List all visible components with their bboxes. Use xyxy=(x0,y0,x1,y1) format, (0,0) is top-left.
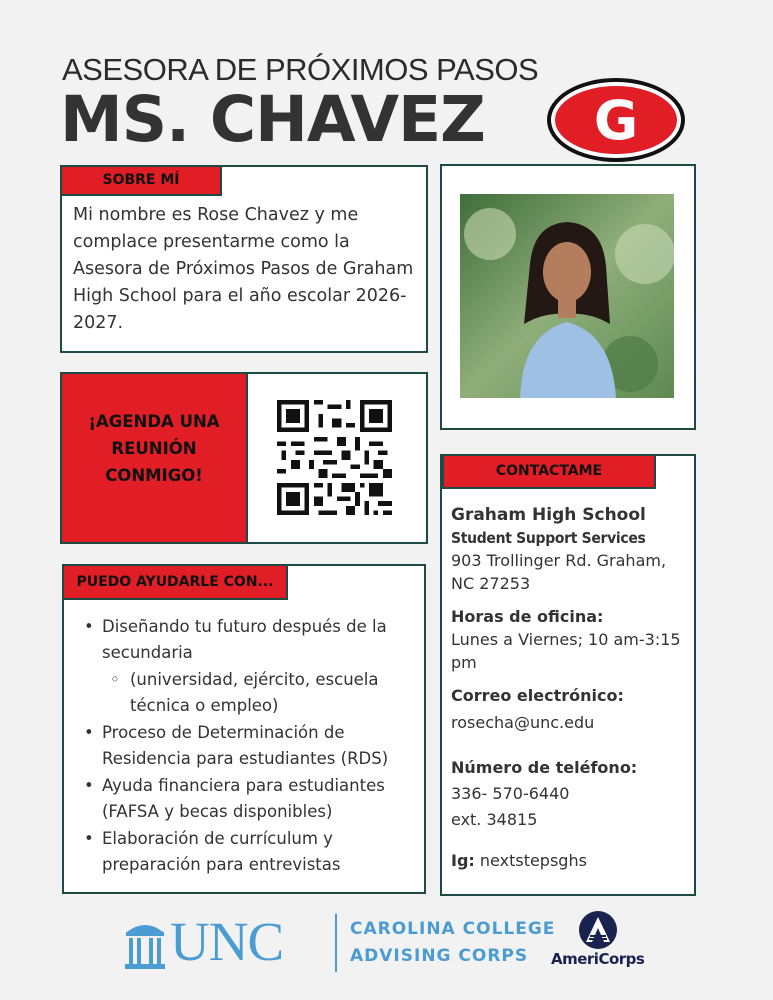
instagram xyxy=(451,849,691,872)
footer-divider xyxy=(335,914,337,972)
cca-line-1: CAROLINA COLLEGE xyxy=(350,919,556,939)
list-item: • Ayuda financiera para estudiantes (FAFSA y becas disponibles) xyxy=(80,773,420,824)
address: 903 Trollinger Rd. Graham, NC 27253 xyxy=(451,551,667,593)
list-sub-item: ◦ (universidad, ejército, escuela técnica o empleo) xyxy=(80,667,420,718)
help-tab: PUEDO AYUDARLE CON... xyxy=(62,564,288,600)
contact-info xyxy=(451,503,691,872)
meeting-line-2: REUNIÓN xyxy=(111,439,197,458)
about-tab: SOBRE MÍ xyxy=(60,165,222,196)
americorps-logo-icon xyxy=(578,910,618,950)
qr-code[interactable] xyxy=(277,400,392,515)
instagram-handle[interactable]: nextstepsghs xyxy=(479,851,587,870)
list-item: • Proceso de Determinación de Residencia para estudiantes (RDS) xyxy=(80,720,420,771)
contact-tab: CONTACTAME xyxy=(442,454,656,489)
page-title: MS. CHAVEZ xyxy=(60,83,485,156)
instagram-label: Ig: xyxy=(451,851,475,870)
school-name: Graham High School xyxy=(451,505,646,525)
phone-extension: ext. 34815 xyxy=(451,810,538,829)
about-text: Mi nombre es Rose Chavez y me complace presentarme como la Asesora de Próximos Pasos de Graham High School para el año escolar 2026-2027. xyxy=(73,205,414,333)
email-label: Correo electrónico: xyxy=(451,686,624,705)
phone-label: Número de teléfono: xyxy=(451,758,638,777)
list-item: • Elaboración de currículum y preparación para entrevistas xyxy=(80,826,420,877)
advisor-photo xyxy=(460,194,674,398)
meeting-text xyxy=(62,408,246,489)
logo-letter: G xyxy=(593,89,639,152)
meeting-line-3: CONMIGO! xyxy=(105,466,203,485)
help-list xyxy=(80,614,420,879)
americorps-wordmark: AmeriCorps xyxy=(551,950,645,968)
unc-old-well-icon xyxy=(123,918,167,970)
office-hours: Lunes a Viernes; 10 am-3:15 pm xyxy=(451,630,681,672)
phone-number[interactable]: 336- 570-6440 xyxy=(451,784,570,803)
department-name: Student Support Services xyxy=(451,529,646,547)
cca-line-2: ADVISING CORPS xyxy=(350,946,529,966)
subtitle: ASESORA DE PRÓXIMOS PASOS xyxy=(62,52,539,87)
school-g-logo xyxy=(545,76,687,164)
unc-wordmark: UNC xyxy=(170,911,284,972)
list-item: • Diseñando tu futuro después de la secundaria xyxy=(80,614,420,665)
cca-wordmark xyxy=(350,916,555,970)
meeting-line-1: ¡AGENDA UNA xyxy=(88,412,220,431)
email-link[interactable]: rosecha@unc.edu xyxy=(451,713,595,732)
hours-label: Horas de oficina: xyxy=(451,607,604,626)
